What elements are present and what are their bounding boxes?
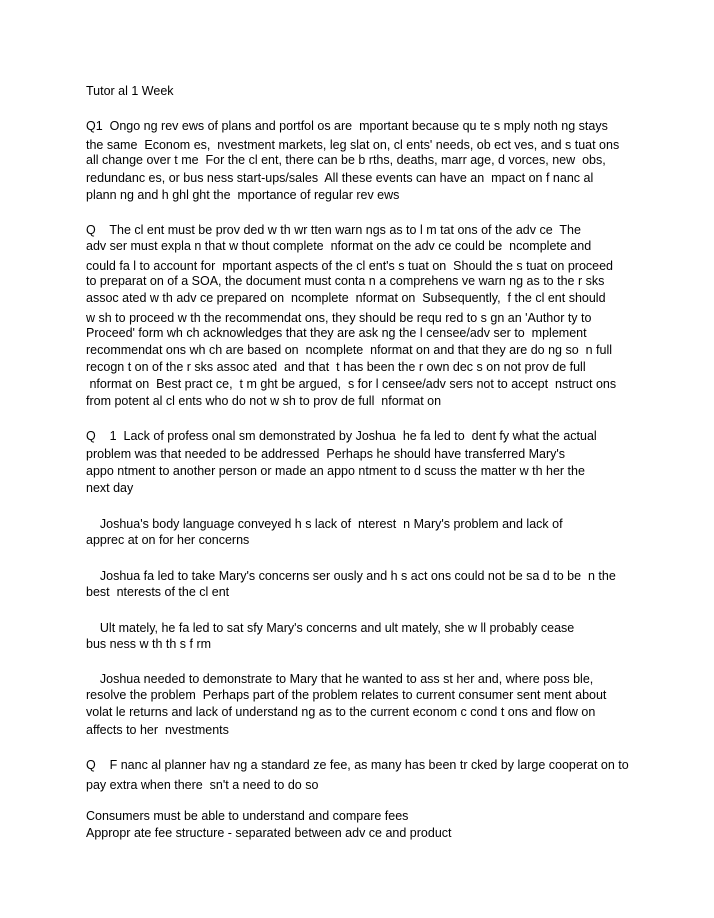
text-line: Ult mately, he fa led to sat sfy Mary's concerns and ult mately, she w ll probably cease [86, 621, 575, 635]
text-line: assoc ated w th adv ce prepared on ncomplete nformat on Subsequently, f the cl ent should [86, 291, 606, 305]
text-line: the same Econom es, nvestment markets, leg slat on, cl ents' needs, ob ect ves, and s tuat ons [86, 138, 620, 152]
text-line: w sh to proceed w th the recommendat ons, they should be requ red to s gn an 'Author ty to [86, 311, 592, 325]
text-line: redundanc es, or bus ness start-ups/sales All these events can have an mpact on f nanc al [86, 171, 594, 185]
text-line: affects to her nvestments [86, 723, 229, 737]
text-line: Proceed' form wh ch acknowledges that they are ask ng the l censee/adv ser to mplement [86, 326, 587, 340]
text-line: appo ntment to another person or made an appo ntment to d scuss the matter w th her the [86, 464, 585, 478]
text-line: Q 1 Lack of profess onal sm demonstrated by Joshua he fa led to dent fy what the actual [86, 429, 597, 443]
text-line: from potent al cl ents who do not w sh to prov de full nformat on [86, 394, 442, 408]
text-line: Q F nanc al planner hav ng a standard ze fee, as many has been tr cked by large cooperat on to [86, 758, 629, 772]
text-line: recommendat ons wh ch are based on ncomplete nformat on and that they are do ng so n full [86, 343, 613, 357]
text-line: apprec at on for her concerns [86, 533, 250, 547]
text-line: nformat on Best pract ce, t m ght be argued, s for l censee/adv sers not to accept nstruct ons [86, 377, 617, 391]
text-line: Consumers must be able to understand and compare fees [86, 809, 409, 823]
text-line: Joshua's body language conveyed h s lack of nterest n Mary's problem and lack of [86, 517, 563, 531]
text-line: resolve the problem Perhaps part of the problem relates to current consumer sent ment about [86, 688, 607, 702]
text-line: plann ng and h ghl ght the mportance of regular rev ews [86, 188, 400, 202]
document-title: Tutor al 1 Week [86, 84, 174, 98]
text-line: adv ser must expla n that w thout complete nformat on the adv ce could be ncomplete and [86, 239, 592, 253]
text-line: all change over t me For the cl ent, there can be b rths, deaths, marr age, d vorces, new obs, [86, 153, 606, 167]
text-line: Joshua needed to demonstrate to Mary that he wanted to ass st her and, where poss ble, [86, 672, 594, 686]
text-line: volat le returns and lack of understand ng as to the current econom c cond t ons and flow on [86, 705, 596, 719]
text-line: Q The cl ent must be prov ded w th wr tten warn ngs as to l m tat ons of the adv ce The [86, 223, 581, 237]
text-line: next day [86, 481, 134, 495]
text-line: to preparat on of a SOA, the document must conta n a comprehens ve warn ng as to the r sks [86, 274, 605, 288]
text-line: best nterests of the cl ent [86, 585, 230, 599]
text-line: Appropr ate fee structure - separated between adv ce and product [86, 826, 452, 840]
text-line: Q1 Ongo ng rev ews of plans and portfol os are mportant because qu te s mply noth ng stays [86, 119, 608, 133]
text-line: recogn t on of the r sks assoc ated and that t has been the r own dec s on not prov de full [86, 360, 586, 374]
text-line: problem was that needed to be addressed Perhaps he should have transferred Mary's [86, 447, 566, 461]
text-line: bus ness w th th s f rm [86, 637, 212, 651]
text-line: could fa l to account for mportant aspects of the cl ent's s tuat on Should the s tuat on proceed [86, 259, 614, 273]
text-line: Joshua fa led to take Mary's concerns ser ously and h s act ons could not be sa d to be n the [86, 569, 616, 583]
text-line: pay extra when there sn't a need to do so [86, 778, 319, 792]
